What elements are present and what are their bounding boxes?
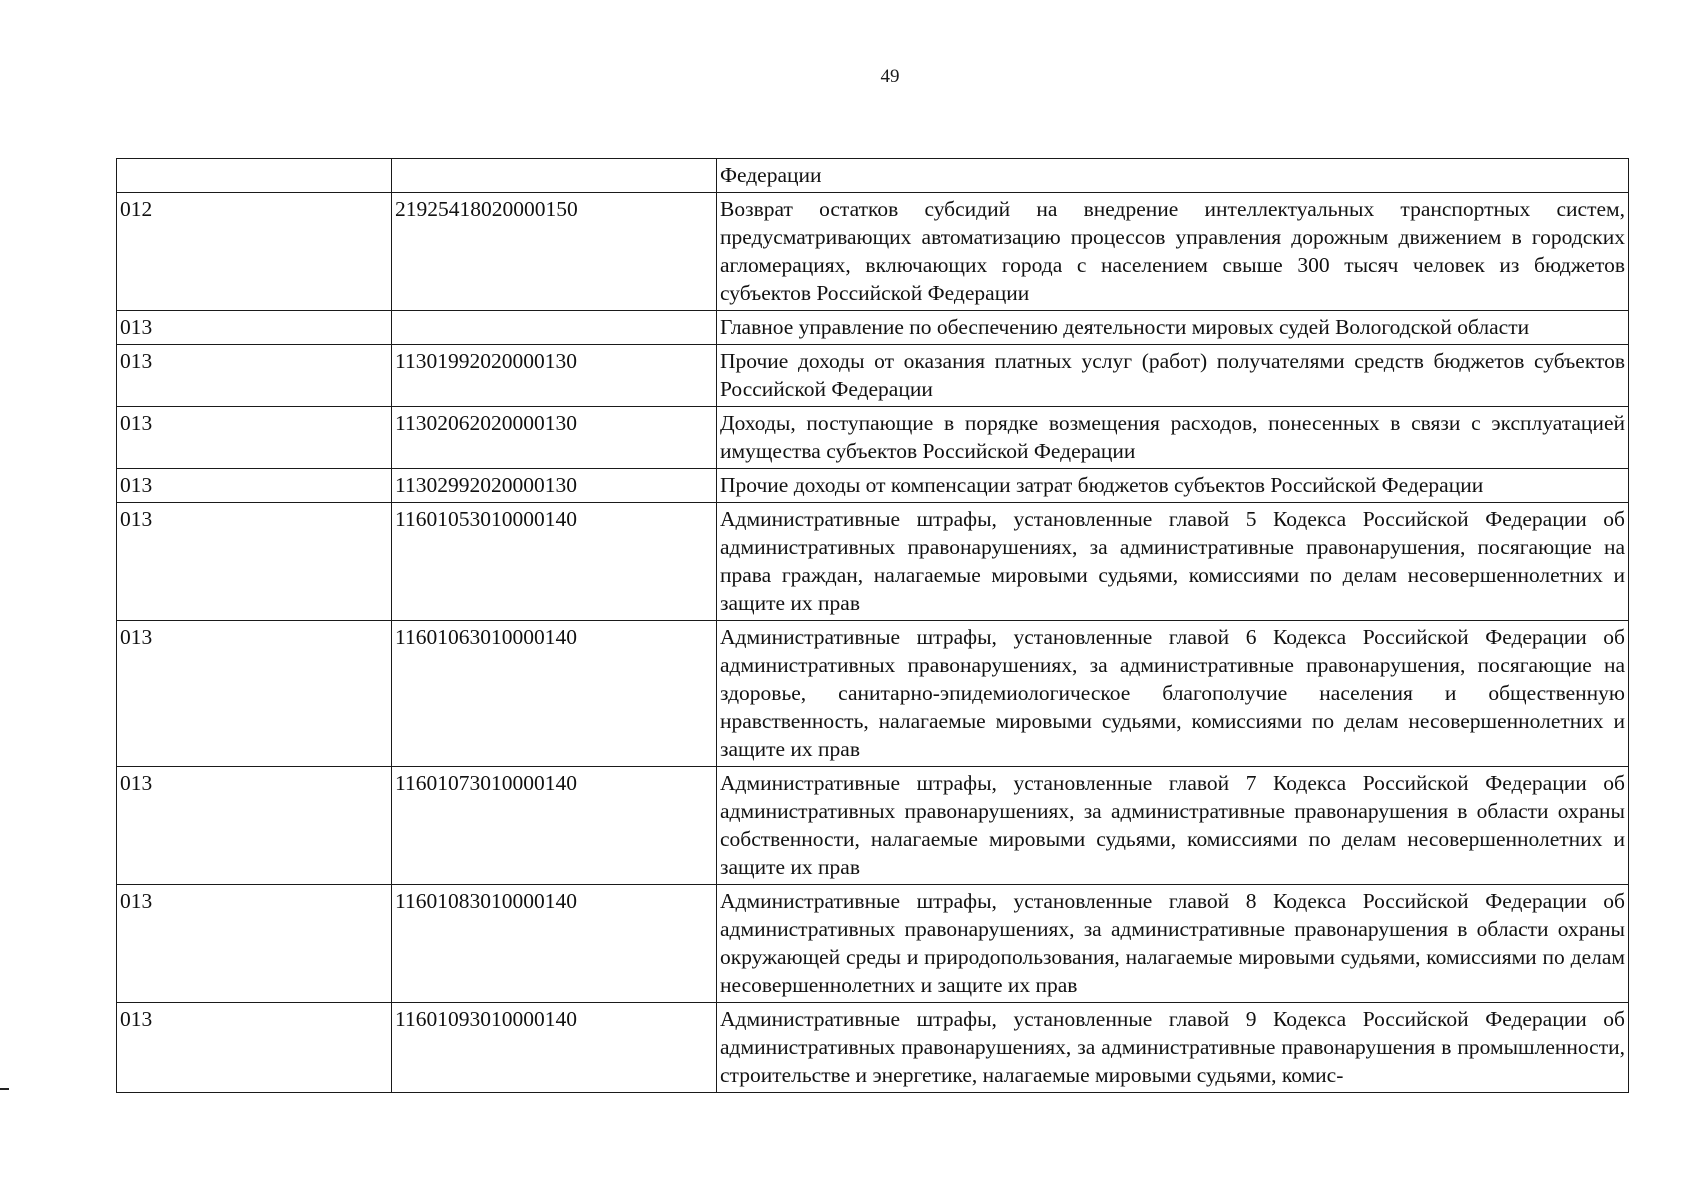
revenue-name-cell: Административные штрафы, установленные главой 9 Кодекса Российской Федерации об административных правонарушениях, за административные правонарушения в промышленности, строительстве и энергетике, налагаемые мировыми судьями, комис- [717,1003,1629,1093]
admin-code-cell: 013 [117,311,392,345]
table-row [117,1003,1629,1093]
table-row [117,469,1629,503]
revenue-name-cell: Доходы, поступающие в порядке возмещения расходов, понесенных в связи с эксплуатацией имущества субъектов Российской Федерации [717,407,1629,469]
revenue-name-cell: Главное управление по обеспечению деятельности мировых судей Вологодской области [717,311,1629,345]
revenue-name-cell: Административные штрафы, установленные главой 8 Кодекса Российской Федерации об административных правонарушениях, за административные правонарушения в области охраны окружающей среды и природопользования, налагаемые мировыми судьями, комиссиями по делам несовершеннолетних и защите их прав [717,885,1629,1003]
table-row [117,503,1629,621]
admin-code-cell: 013 [117,345,392,407]
table-row [117,193,1629,311]
table-row [117,311,1629,345]
admin-code-cell: 013 [117,885,392,1003]
revenue-code-cell [392,159,717,193]
admin-code-cell: 013 [117,407,392,469]
revenue-name-cell: Административные штрафы, установленные главой 6 Кодекса Российской Федерации об административных правонарушениях, за административные правонарушения, посягающие на здоровье, санитарно-эпидемиологическое благополучие населения и общественную нравственность, налагаемые мировыми судьями, комиссиями по делам несовершеннолетних и защите их прав [717,621,1629,767]
table-row [117,345,1629,407]
revenue-name-cell: Возврат остатков субсидий на внедрение интеллектуальных транспортных систем, предусматривающих автоматизацию процессов управления дорожным движением в городских агломерациях, включающих города с населением свыше 300 тысяч человек из бюджетов субъектов Российской Федерации [717,193,1629,311]
revenue-name-cell: Административные штрафы, установленные главой 7 Кодекса Российской Федерации об административных правонарушениях, за административные правонарушения в области охраны собственности, налагаемые мировыми судьями, комиссиями по делам несовершеннолетних и защите их прав [717,767,1629,885]
revenue-code-cell: 11601073010000140 [392,767,717,885]
admin-code-cell: 013 [117,503,392,621]
revenue-code-cell: 11601053010000140 [392,503,717,621]
table-row [117,407,1629,469]
revenue-code-cell: 11601063010000140 [392,621,717,767]
revenue-name-cell: Прочие доходы от компенсации затрат бюджетов субъектов Российской Федерации [717,469,1629,503]
table-body [117,159,1629,1093]
revenue-code-cell: 21925418020000150 [392,193,717,311]
revenue-name-cell: Прочие доходы от оказания платных услуг (работ) получателями средств бюджетов субъектов Российской Федерации [717,345,1629,407]
revenue-name-cell: Административные штрафы, установленные главой 5 Кодекса Российской Федерации об административных правонарушениях, за административные правонарушения, посягающие на права граждан, налагаемые мировыми судьями, комиссиями по делам несовершеннолетних и защите их прав [717,503,1629,621]
admin-code-cell: 013 [117,1003,392,1093]
revenue-code-cell: 11601083010000140 [392,885,717,1003]
admin-code-cell: 013 [117,621,392,767]
admin-code-cell: 013 [117,469,392,503]
table-row [117,621,1629,767]
revenue-codes-table [116,158,1629,1093]
admin-code-cell: 012 [117,193,392,311]
admin-code-cell [117,159,392,193]
revenue-code-cell: 11601093010000140 [392,1003,717,1093]
table-row [117,767,1629,885]
margin-mark [0,1088,9,1090]
page-number: 49 [880,66,900,87]
table-row [117,159,1629,193]
table-row [117,885,1629,1003]
revenue-name-cell: Федерации [717,159,1629,193]
revenue-code-cell: 11302062020000130 [392,407,717,469]
admin-code-cell: 013 [117,767,392,885]
revenue-code-cell: 11301992020000130 [392,345,717,407]
revenue-code-cell [392,311,717,345]
revenue-code-cell: 11302992020000130 [392,469,717,503]
